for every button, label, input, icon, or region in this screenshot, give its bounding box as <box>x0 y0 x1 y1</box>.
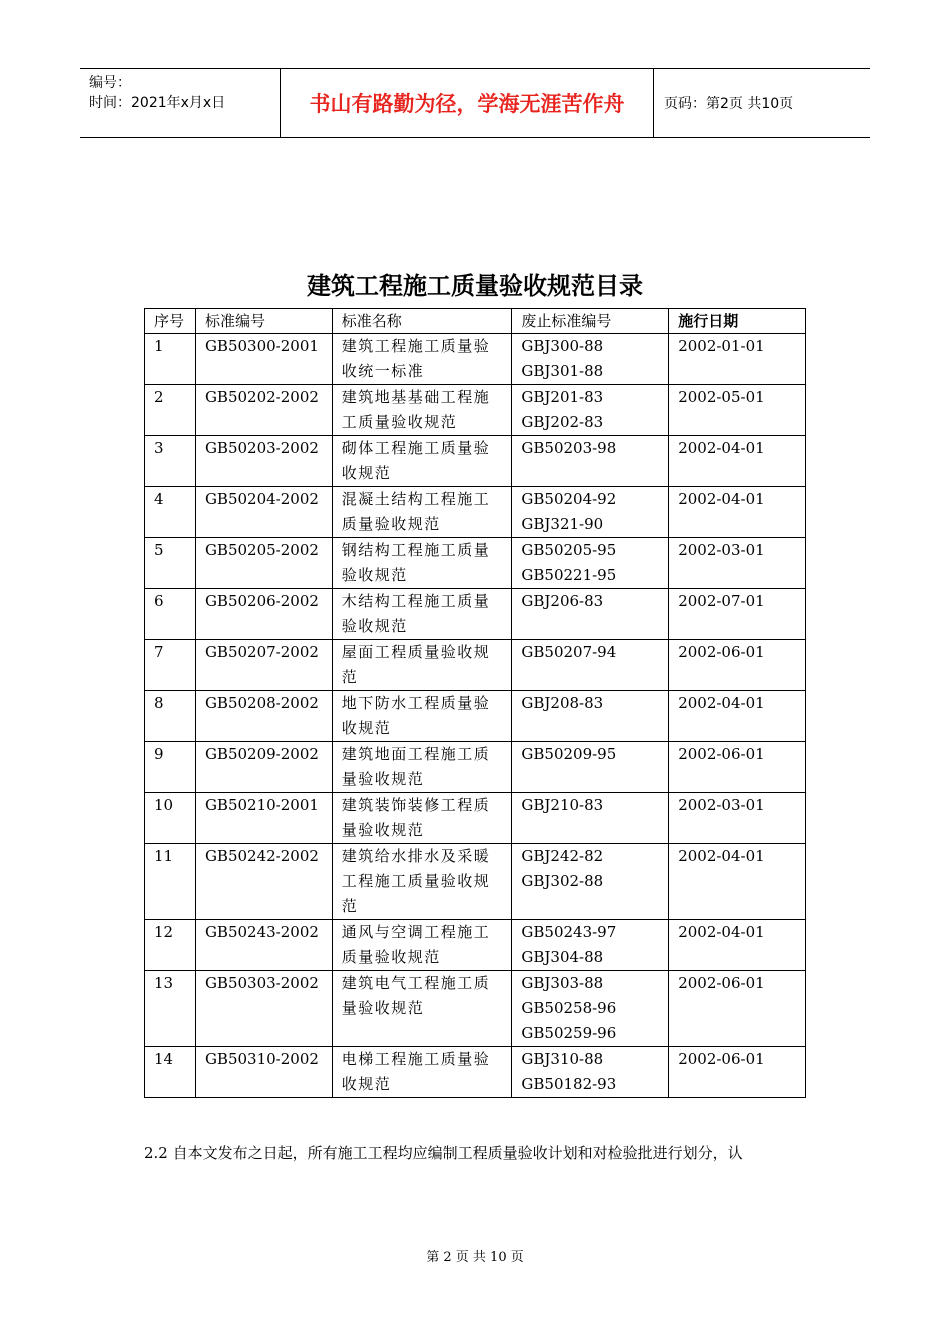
cell-effective-date: 2002-01-01 <box>669 334 806 385</box>
table-row <box>145 1047 806 1098</box>
cell-standard-name: 砌体工程施工质量验收规范 <box>332 436 512 487</box>
cell-standard-name: 木结构工程施工质量验收规范 <box>332 589 512 640</box>
cell-standard-name: 建筑电气工程施工质量验收规范 <box>332 971 512 1047</box>
cell-replaced-code: GB50243-97 GBJ304-88 <box>512 920 669 971</box>
cell-effective-date: 2002-06-01 <box>669 1047 806 1098</box>
cell-replaced-code: GB50203-98 <box>512 436 669 487</box>
cell-effective-date: 2002-04-01 <box>669 920 806 971</box>
cell-effective-date: 2002-06-01 <box>669 742 806 793</box>
cell-no: 4 <box>145 487 196 538</box>
document-number-label: 编号： <box>89 75 131 91</box>
cell-standard-name: 混凝土结构工程施工质量验收规范 <box>332 487 512 538</box>
cell-effective-date: 2002-04-01 <box>669 436 806 487</box>
cell-no: 1 <box>145 334 196 385</box>
cell-replaced-code: GBJ303-88 GB50258-96 GB50259-96 <box>512 971 669 1047</box>
cell-effective-date: 2002-04-01 <box>669 487 806 538</box>
cell-no: 5 <box>145 538 196 589</box>
document-title: 建筑工程施工质量验收规范目录 <box>307 272 643 300</box>
table-header-row <box>145 309 806 334</box>
body-paragraph: 2.2 自本文发布之日起，所有施工工程均应编制工程质量验收计划和对检验批进行划分，认 <box>144 1144 743 1162</box>
standards-table <box>144 308 806 1098</box>
table-row <box>145 742 806 793</box>
cell-replaced-code: GBJ201-83 GBJ202-83 <box>512 385 669 436</box>
table-row <box>145 844 806 920</box>
cell-standard-name: 电梯工程施工质量验收规范 <box>332 1047 512 1098</box>
cell-effective-date: 2002-05-01 <box>669 385 806 436</box>
cell-standard-code: GB50206-2002 <box>195 589 332 640</box>
cell-standard-code: GB50204-2002 <box>195 487 332 538</box>
column-header-date: 施行日期 <box>669 309 806 334</box>
cell-no: 12 <box>145 920 196 971</box>
column-header-replaced: 废止标准编号 <box>512 309 669 334</box>
cell-replaced-code: GBJ208-83 <box>512 691 669 742</box>
column-header-no: 序号 <box>145 309 196 334</box>
document-time-label: 时间：2021年x月x日 <box>89 95 226 111</box>
table-row <box>145 640 806 691</box>
cell-standard-code: GB50208-2002 <box>195 691 332 742</box>
cell-standard-name: 屋面工程质量验收规范 <box>332 640 512 691</box>
cell-standard-code: GB50310-2002 <box>195 1047 332 1098</box>
cell-standard-name: 建筑给水排水及采暖工程施工质量验收规范 <box>332 844 512 920</box>
cell-standard-code: GB50303-2002 <box>195 971 332 1047</box>
cell-no: 6 <box>145 589 196 640</box>
header-motto: 书山有路勤为径，学海无涯苦作舟 <box>281 69 654 137</box>
column-header-code: 标准编号 <box>195 309 332 334</box>
table-row <box>145 589 806 640</box>
table-row <box>145 436 806 487</box>
cell-effective-date: 2002-07-01 <box>669 589 806 640</box>
cell-replaced-code: GB50209-95 <box>512 742 669 793</box>
cell-no: 11 <box>145 844 196 920</box>
cell-standard-code: GB50243-2002 <box>195 920 332 971</box>
header-page-label: 页码：第2页 共10页 <box>664 96 794 112</box>
table-row <box>145 538 806 589</box>
cell-standard-code: GB50300-2001 <box>195 334 332 385</box>
cell-no: 7 <box>145 640 196 691</box>
cell-no: 13 <box>145 971 196 1047</box>
cell-standard-code: GB50203-2002 <box>195 436 332 487</box>
table-row <box>145 487 806 538</box>
cell-replaced-code: GB50207-94 <box>512 640 669 691</box>
cell-no: 3 <box>145 436 196 487</box>
table-row <box>145 691 806 742</box>
table-row <box>145 971 806 1047</box>
cell-effective-date: 2002-06-01 <box>669 971 806 1047</box>
cell-standard-name: 建筑装饰装修工程质量验收规范 <box>332 793 512 844</box>
cell-standard-name: 建筑工程施工质量验收统一标准 <box>332 334 512 385</box>
cell-effective-date: 2002-03-01 <box>669 793 806 844</box>
cell-replaced-code: GB50204-92 GBJ321-90 <box>512 487 669 538</box>
cell-standard-name: 钢结构工程施工质量验收规范 <box>332 538 512 589</box>
cell-replaced-code: GBJ206-83 <box>512 589 669 640</box>
cell-no: 9 <box>145 742 196 793</box>
cell-standard-code: GB50242-2002 <box>195 844 332 920</box>
page-header <box>80 68 870 138</box>
cell-no: 10 <box>145 793 196 844</box>
table-row <box>145 385 806 436</box>
cell-standard-code: GB50209-2002 <box>195 742 332 793</box>
cell-replaced-code: GBJ242-82 GBJ302-88 <box>512 844 669 920</box>
cell-replaced-code: GBJ210-83 <box>512 793 669 844</box>
cell-standard-code: GB50207-2002 <box>195 640 332 691</box>
header-info <box>80 69 281 137</box>
cell-standard-name: 通风与空调工程施工质量验收规范 <box>332 920 512 971</box>
cell-replaced-code: GBJ300-88 GBJ301-88 <box>512 334 669 385</box>
cell-standard-code: GB50210-2001 <box>195 793 332 844</box>
cell-effective-date: 2002-06-01 <box>669 640 806 691</box>
cell-replaced-code: GB50205-95 GB50221-95 <box>512 538 669 589</box>
cell-no: 14 <box>145 1047 196 1098</box>
cell-standard-name: 建筑地面工程施工质量验收规范 <box>332 742 512 793</box>
cell-effective-date: 2002-03-01 <box>669 538 806 589</box>
cell-standard-name: 建筑地基基础工程施工质量验收规范 <box>332 385 512 436</box>
cell-replaced-code: GBJ310-88 GB50182-93 <box>512 1047 669 1098</box>
cell-no: 8 <box>145 691 196 742</box>
cell-standard-code: GB50205-2002 <box>195 538 332 589</box>
cell-no: 2 <box>145 385 196 436</box>
column-header-name: 标准名称 <box>332 309 512 334</box>
page-footer: 第 2 页 共 10 页 <box>426 1250 524 1265</box>
cell-standard-code: GB50202-2002 <box>195 385 332 436</box>
table-row <box>145 334 806 385</box>
cell-effective-date: 2002-04-01 <box>669 691 806 742</box>
table-row <box>145 793 806 844</box>
cell-effective-date: 2002-04-01 <box>669 844 806 920</box>
cell-standard-name: 地下防水工程质量验收规范 <box>332 691 512 742</box>
table-row <box>145 920 806 971</box>
